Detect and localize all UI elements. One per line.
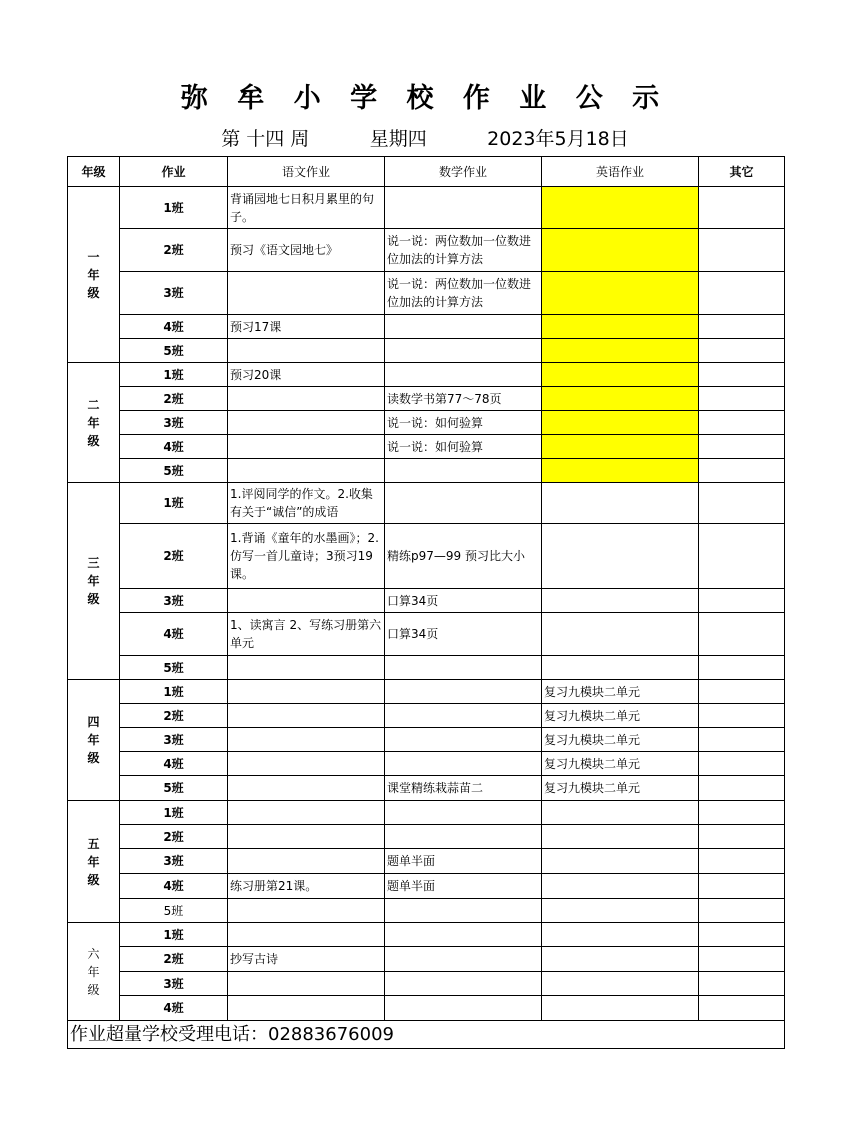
english-cell: 复习九模块二单元 (542, 776, 699, 801)
grade-label-char: 年 (87, 733, 100, 747)
other-cell (699, 680, 785, 704)
math-cell (385, 825, 542, 849)
math-cell: 说一说：如何验算 (385, 435, 542, 459)
class-label: 1班 (120, 483, 228, 524)
chinese-cell: 1.评阅同学的作文。2.收集有关于“诚信”的成语 (228, 483, 385, 524)
math-cell (385, 459, 542, 483)
header-homework: 作业 (120, 157, 228, 187)
math-cell (385, 728, 542, 752)
class-label: 1班 (120, 187, 228, 229)
class-label: 5班 (120, 776, 228, 801)
chinese-cell (228, 776, 385, 801)
table-row (68, 187, 785, 229)
class-label: 2班 (120, 524, 228, 589)
chinese-cell (228, 849, 385, 874)
other-cell (699, 825, 785, 849)
chinese-cell (228, 411, 385, 435)
class-label: 2班 (120, 825, 228, 849)
other-cell (699, 776, 785, 801)
chinese-cell (228, 752, 385, 776)
table-row (68, 524, 785, 589)
class-label: 2班 (120, 387, 228, 411)
math-cell (385, 656, 542, 680)
chinese-cell (228, 656, 385, 680)
math-cell (385, 972, 542, 996)
english-cell (542, 899, 699, 923)
header-math: 数学作业 (385, 157, 542, 187)
class-label: 4班 (120, 752, 228, 776)
other-cell (699, 874, 785, 899)
other-cell (699, 923, 785, 947)
class-label: 3班 (120, 411, 228, 435)
math-cell (385, 315, 542, 339)
table-row (68, 435, 785, 459)
grade-label-char: 级 (87, 872, 100, 887)
chinese-cell (228, 680, 385, 704)
english-cell: 复习九模块二单元 (542, 752, 699, 776)
table-row (68, 899, 785, 923)
table-row (68, 923, 785, 947)
grade-label-char: 年 (87, 964, 100, 979)
grade-label-char: 年 (87, 574, 100, 588)
math-cell: 口算34页 (385, 613, 542, 656)
math-cell (385, 680, 542, 704)
english-cell (542, 947, 699, 972)
english-cell (542, 387, 699, 411)
class-label: 1班 (120, 363, 228, 387)
math-cell: 题单半面 (385, 874, 542, 899)
table-row (68, 272, 785, 315)
chinese-cell (228, 728, 385, 752)
english-cell (542, 923, 699, 947)
chinese-cell: 1.背诵《童年的水墨画》；2.仿写一首儿童诗；3预习19课。 (228, 524, 385, 589)
class-label: 5班 (120, 899, 228, 923)
class-label: 2班 (120, 229, 228, 272)
other-cell (699, 387, 785, 411)
grade-label-char: 年 (87, 415, 100, 430)
class-label: 1班 (120, 923, 228, 947)
other-cell (699, 656, 785, 680)
table-row (68, 752, 785, 776)
chinese-cell (228, 387, 385, 411)
table-row (68, 613, 785, 656)
english-cell: 复习九模块二单元 (542, 704, 699, 728)
chinese-cell (228, 899, 385, 923)
table-row (68, 411, 785, 435)
english-cell: 复习九模块二单元 (542, 680, 699, 704)
footer-row (68, 1021, 785, 1049)
table-row (68, 728, 785, 752)
chinese-cell (228, 923, 385, 947)
table-row (68, 656, 785, 680)
other-cell (699, 411, 785, 435)
other-cell (699, 899, 785, 923)
other-cell (699, 801, 785, 825)
class-label: 3班 (120, 272, 228, 315)
chinese-cell: 预习20课 (228, 363, 385, 387)
english-cell (542, 229, 699, 272)
other-cell (699, 613, 785, 656)
grade-label-char: 级 (87, 751, 100, 765)
english-cell (542, 849, 699, 874)
other-cell (699, 589, 785, 613)
chinese-cell: 背诵园地七日积月累里的句子。 (228, 187, 385, 229)
header-english: 英语作业 (542, 157, 699, 187)
other-cell (699, 229, 785, 272)
english-cell (542, 801, 699, 825)
other-cell (699, 947, 785, 972)
date-line (0, 124, 850, 151)
chinese-cell (228, 704, 385, 728)
table-row (68, 947, 785, 972)
english-cell (542, 825, 699, 849)
class-label: 4班 (120, 874, 228, 899)
table-row (68, 339, 785, 363)
table-row (68, 704, 785, 728)
class-label: 1班 (120, 801, 228, 825)
chinese-cell: 练习册第21课。 (228, 874, 385, 899)
chinese-cell (228, 972, 385, 996)
english-cell (542, 411, 699, 435)
table-row (68, 996, 785, 1021)
other-cell (699, 363, 785, 387)
grade-label-char: 级 (87, 592, 100, 606)
grade-label (68, 363, 120, 483)
chinese-cell (228, 435, 385, 459)
class-label: 4班 (120, 315, 228, 339)
chinese-cell: 预习17课 (228, 315, 385, 339)
weekday-label: 星期四 (369, 128, 427, 150)
table-row (68, 483, 785, 524)
table-row (68, 825, 785, 849)
other-cell (699, 459, 785, 483)
math-cell: 说一说：如何验算 (385, 411, 542, 435)
other-cell (699, 704, 785, 728)
grade-label-char: 二 (87, 397, 100, 412)
math-cell (385, 947, 542, 972)
english-cell (542, 656, 699, 680)
math-cell (385, 899, 542, 923)
other-cell (699, 272, 785, 315)
class-label: 5班 (120, 339, 228, 363)
grade-label (68, 923, 120, 1021)
table-row (68, 589, 785, 613)
class-label: 3班 (120, 849, 228, 874)
class-label: 2班 (120, 704, 228, 728)
chinese-cell (228, 825, 385, 849)
grade-label-char: 级 (87, 433, 100, 448)
other-cell (699, 996, 785, 1021)
math-cell: 口算34页 (385, 589, 542, 613)
class-label: 3班 (120, 589, 228, 613)
english-cell (542, 874, 699, 899)
other-cell (699, 849, 785, 874)
table-row (68, 680, 785, 704)
header-grade: 年级 (68, 157, 120, 187)
math-cell (385, 704, 542, 728)
other-cell (699, 483, 785, 524)
table-row (68, 801, 785, 825)
date-label: 2023年5月18日 (487, 128, 629, 150)
english-cell: 复习九模块二单元 (542, 728, 699, 752)
other-cell (699, 752, 785, 776)
grade-label-char: 六 (87, 946, 100, 961)
math-cell (385, 483, 542, 524)
chinese-cell (228, 272, 385, 315)
math-cell: 说一说：两位数加一位数进位加法的计算方法 (385, 272, 542, 315)
english-cell (542, 613, 699, 656)
english-cell (542, 483, 699, 524)
chinese-cell (228, 996, 385, 1021)
math-cell (385, 996, 542, 1021)
class-label: 3班 (120, 972, 228, 996)
english-cell (542, 459, 699, 483)
table-row (68, 229, 785, 272)
math-cell: 说一说：两位数加一位数进位加法的计算方法 (385, 229, 542, 272)
english-cell (542, 589, 699, 613)
class-label: 5班 (120, 459, 228, 483)
grade-label-char: 年 (87, 854, 100, 869)
table-row (68, 387, 785, 411)
other-cell (699, 339, 785, 363)
class-label: 2班 (120, 947, 228, 972)
math-cell: 读数学书第77～78页 (385, 387, 542, 411)
page-title: 弥 牟 小 学 校 作 业 公 示 (180, 83, 670, 114)
english-cell (542, 435, 699, 459)
english-cell (542, 315, 699, 339)
header-other: 其它 (699, 157, 785, 187)
english-cell (542, 524, 699, 589)
other-cell (699, 972, 785, 996)
header-chinese: 语文作业 (228, 157, 385, 187)
grade-label (68, 483, 120, 680)
math-cell (385, 363, 542, 387)
class-label: 4班 (120, 996, 228, 1021)
class-label: 4班 (120, 613, 228, 656)
grade-label-char: 四 (87, 715, 100, 729)
math-cell (385, 801, 542, 825)
table-row (68, 776, 785, 801)
chinese-cell (228, 339, 385, 363)
table-row (68, 874, 785, 899)
math-cell: 课堂精练栽蒜苗二 (385, 776, 542, 801)
grade-label (68, 187, 120, 363)
homework-table (67, 156, 785, 1049)
class-label: 5班 (120, 656, 228, 680)
complaint-hotline: 作业超量学校受理电话：02883676009 (68, 1021, 785, 1049)
chinese-cell: 预习《语文园地七》 (228, 229, 385, 272)
week-label: 第 十四 周 (221, 128, 310, 150)
english-cell (542, 972, 699, 996)
math-cell (385, 752, 542, 776)
english-cell (542, 339, 699, 363)
math-cell (385, 339, 542, 363)
other-cell (699, 524, 785, 589)
english-cell (542, 363, 699, 387)
class-label: 1班 (120, 680, 228, 704)
table-row (68, 972, 785, 996)
class-label: 4班 (120, 435, 228, 459)
chinese-cell (228, 589, 385, 613)
grade-label-char: 年 (87, 267, 100, 282)
other-cell (699, 187, 785, 229)
grade-label-char: 三 (87, 556, 100, 570)
grade-label-char: 五 (87, 836, 100, 851)
grade-label-char: 级 (87, 285, 100, 300)
grade-label (68, 680, 120, 801)
table-row (68, 363, 785, 387)
other-cell (699, 728, 785, 752)
other-cell (699, 315, 785, 339)
math-cell: 精练p97—99 预习比大小 (385, 524, 542, 589)
grade-label-char: 一 (87, 249, 100, 264)
chinese-cell: 1、读寓言 2、写练习册第六单元 (228, 613, 385, 656)
table-row (68, 849, 785, 874)
math-cell (385, 923, 542, 947)
header-row (68, 157, 785, 187)
table-row (68, 315, 785, 339)
table-row (68, 459, 785, 483)
math-cell: 题单半面 (385, 849, 542, 874)
english-cell (542, 187, 699, 229)
chinese-cell (228, 801, 385, 825)
english-cell (542, 272, 699, 315)
other-cell (699, 435, 785, 459)
english-cell (542, 996, 699, 1021)
class-label: 3班 (120, 728, 228, 752)
chinese-cell (228, 459, 385, 483)
grade-label (68, 801, 120, 923)
math-cell (385, 187, 542, 229)
grade-label-char: 级 (87, 982, 100, 997)
chinese-cell: 抄写古诗 (228, 947, 385, 972)
